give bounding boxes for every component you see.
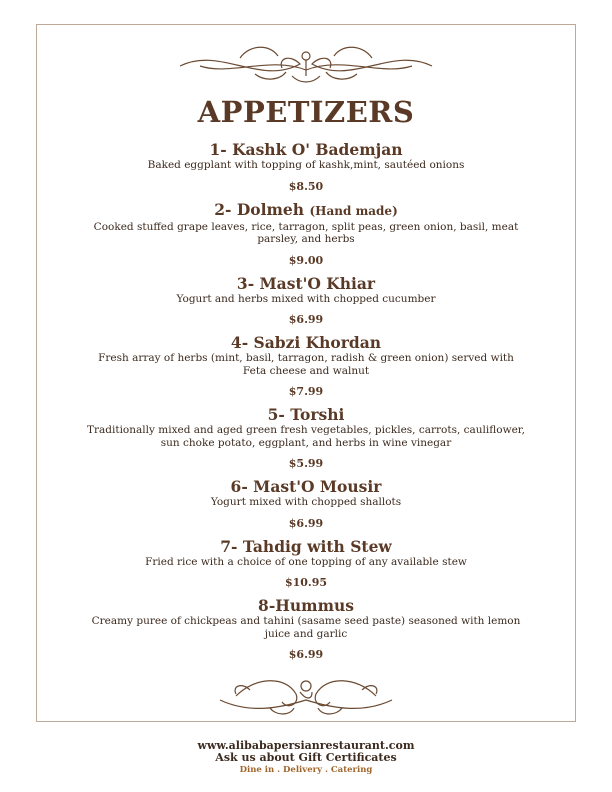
top-flourish-ornament [0,36,612,96]
menu-item-name: 4- Sabzi Khordan [230,333,382,352]
menu-item-price: $6.99 [288,313,324,326]
menu-item-note: (Hand made) [309,203,398,218]
menu-item-description: Fresh array of herbs (mint, basil, tarragon, radish & green onion) served with Feta cheese and walnut [98,352,514,377]
menu-item-price: $5.99 [288,457,324,470]
menu-item-description: Yogurt mixed with chopped shallots [210,496,402,508]
menu-item-description: Yogurt and herbs mixed with chopped cucumber [176,292,436,305]
restaurant-website-link[interactable]: www.alibabapersianrestaurant.com [197,739,415,752]
menu-item-name: 6- Mast'O Mousir [230,477,382,496]
menu-item [86,477,526,531]
menu-item-price: $6.99 [288,516,324,530]
menu-item [86,537,526,591]
menu-item-price: $7.99 [288,385,324,398]
service-tagline: Dine in . Delivery . Catering [239,765,373,775]
bottom-flourish-ornament [0,664,612,724]
menu-item-price: $10.95 [284,576,328,589]
menu-item [86,405,526,471]
menu-item-name: 2- Dolmeh [214,199,305,219]
menu-item-name: 5- Torshi [267,405,345,424]
menu-item-description: Creamy puree of chickpeas and tahini (sasame seed paste) seasoned with lemon juice and garlic [91,615,521,640]
menu-item-description: Traditionally mixed and aged green fresh vegetables, pickles, carrots, cauliflower, sun choke potato, eggplant, and herbs in wine vinegar [86,424,525,449]
menu-item-description: Cooked stuffed grape leaves, rice, tarragon, split peas, green onion, basil, meat parsley, and herbs [93,220,519,245]
menu-item [86,596,526,662]
menu-item-description: Fried rice with a choice of one topping of any available stew [145,555,467,568]
menu-item-name: 1- Kashk O' Bademjan [209,140,403,159]
menu-item-price: $9.00 [288,253,324,267]
menu-section-title: APPETIZERS [197,95,415,129]
menu-item-price: $6.99 [288,648,324,661]
menu-item-name: 3- Mast'O Khiar [236,273,376,293]
menu-item [86,200,526,268]
gift-certificates-note: Ask us about Gift Certificates [215,751,397,764]
menu-item [86,274,526,328]
menu-item [86,333,526,399]
menu-item-price: $8.50 [288,179,324,193]
menu-item [86,140,526,194]
menu-item-description: Baked eggplant with topping of kashk,mint, sautéed onions [147,159,465,171]
menu-item-name: 8-Hummus [258,596,354,615]
menu-item-name: 7- Tahdig with Stew [220,536,392,556]
menu-item-list [86,140,526,668]
